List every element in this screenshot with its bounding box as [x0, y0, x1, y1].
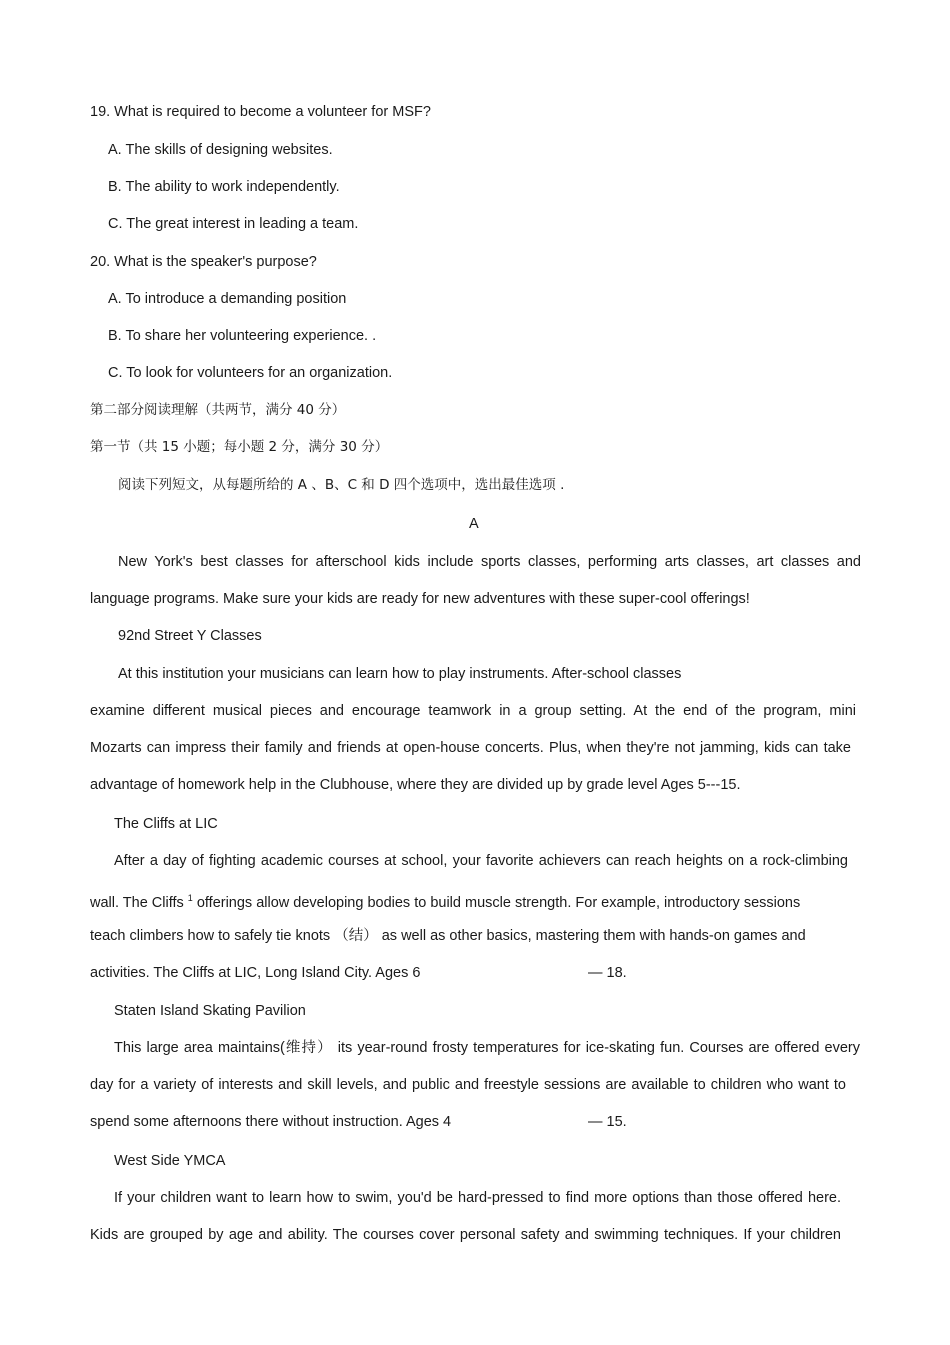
question-19-option-b: B. The ability to work independently. [108, 179, 340, 195]
staten-line-3-ages: — 15. [588, 1114, 627, 1130]
cliffs-line-2-end: offerings allow developing bodies to build muscle strength. For example, introductory sessions [196, 895, 801, 911]
staten-line-2: day for a variety of interests and skill levels, and public and freestyle sessions are available to children who want to [90, 1077, 846, 1093]
footnote-marker: 1 [187, 893, 193, 903]
staten-line-3: spend some afternoons there without instruction. Ages 4 [90, 1114, 452, 1130]
ymca-line-1: If your children want to learn how to swim, you'd be hard-pressed to find more options than those offered here. [114, 1190, 841, 1206]
y-line-4: advantage of homework help in the Clubhouse, where they are divided up by grade level Ages 5---15. [90, 777, 741, 793]
cliffs-line-3: teach climbers how to safely tie knots （结） as well as other basics, mastering them with hands-on games and [90, 928, 806, 944]
question-20-option-b: B. To share her volunteering experience. . [108, 328, 377, 344]
intro-line-1: New York's best classes for afterschool kids include sports classes, performing arts classes, art classes and [118, 554, 861, 570]
section-title-cliffs: The Cliffs at LIC [114, 816, 218, 832]
cliffs-line-1: After a day of fighting academic courses at school, your favorite achievers can reach heights on a rock-climbing [114, 853, 848, 869]
cliffs-line-2 [90, 889, 800, 912]
question-20-option-a: A. To introduce a demanding position [108, 291, 347, 307]
intro-line-2: language programs. Make sure your kids are ready for new adventures with these super-cool offerings! [90, 591, 750, 607]
question-19-option-c: C. The great interest in leading a team. [108, 216, 359, 232]
y-line-2: examine different musical pieces and encourage teamwork in a group setting. At the end of the program, mini [90, 703, 856, 719]
cliffs-line-4-ages: — 18. [588, 965, 627, 981]
cliffs-line-4: activities. The Cliffs at LIC, Long Island City. Ages 6 [90, 965, 421, 981]
cliffs-line-2-start: wall. The Cliffs [90, 895, 184, 911]
ymca-line-2: Kids are grouped by age and ability. The courses cover personal safety and swimming techniques. If your children [90, 1227, 841, 1243]
question-19-option-a: A. The skills of designing websites. [108, 142, 333, 158]
y-line-3: Mozarts can impress their family and friends at open-house concerts. Plus, when they're not jamming, kids can take [90, 740, 851, 756]
staten-line-1: This large area maintains(维持） its year-round frosty temperatures for ice-skating fun. Courses are offered every [114, 1040, 860, 1056]
question-20-option-c: C. To look for volunteers for an organization. [108, 365, 393, 381]
section-title-staten: Staten Island Skating Pavilion [114, 1003, 306, 1019]
section-title-ymca: West Side YMCA [114, 1153, 226, 1169]
section-1-heading: 第一节（共 15 小题；每小题 2 分，满分 30 分） [90, 439, 389, 455]
y-line-1: At this institution your musicians can learn how to play instruments. After-school classes [118, 666, 682, 682]
question-20-stem: 20. What is the speaker's purpose? [90, 254, 317, 270]
passage-label: A [469, 516, 479, 532]
part-2-heading: 第二部分阅读理解（共两节，满分 40 分） [90, 402, 346, 418]
question-19-stem: 19. What is required to become a volunteer for MSF? [90, 104, 431, 120]
instructions: 阅读下列短文，从每题所给的 A 、B、C 和 D 四个选项中，选出最佳选项 . [118, 477, 565, 493]
section-title-92nd-street-y: 92nd Street Y Classes [118, 628, 262, 644]
